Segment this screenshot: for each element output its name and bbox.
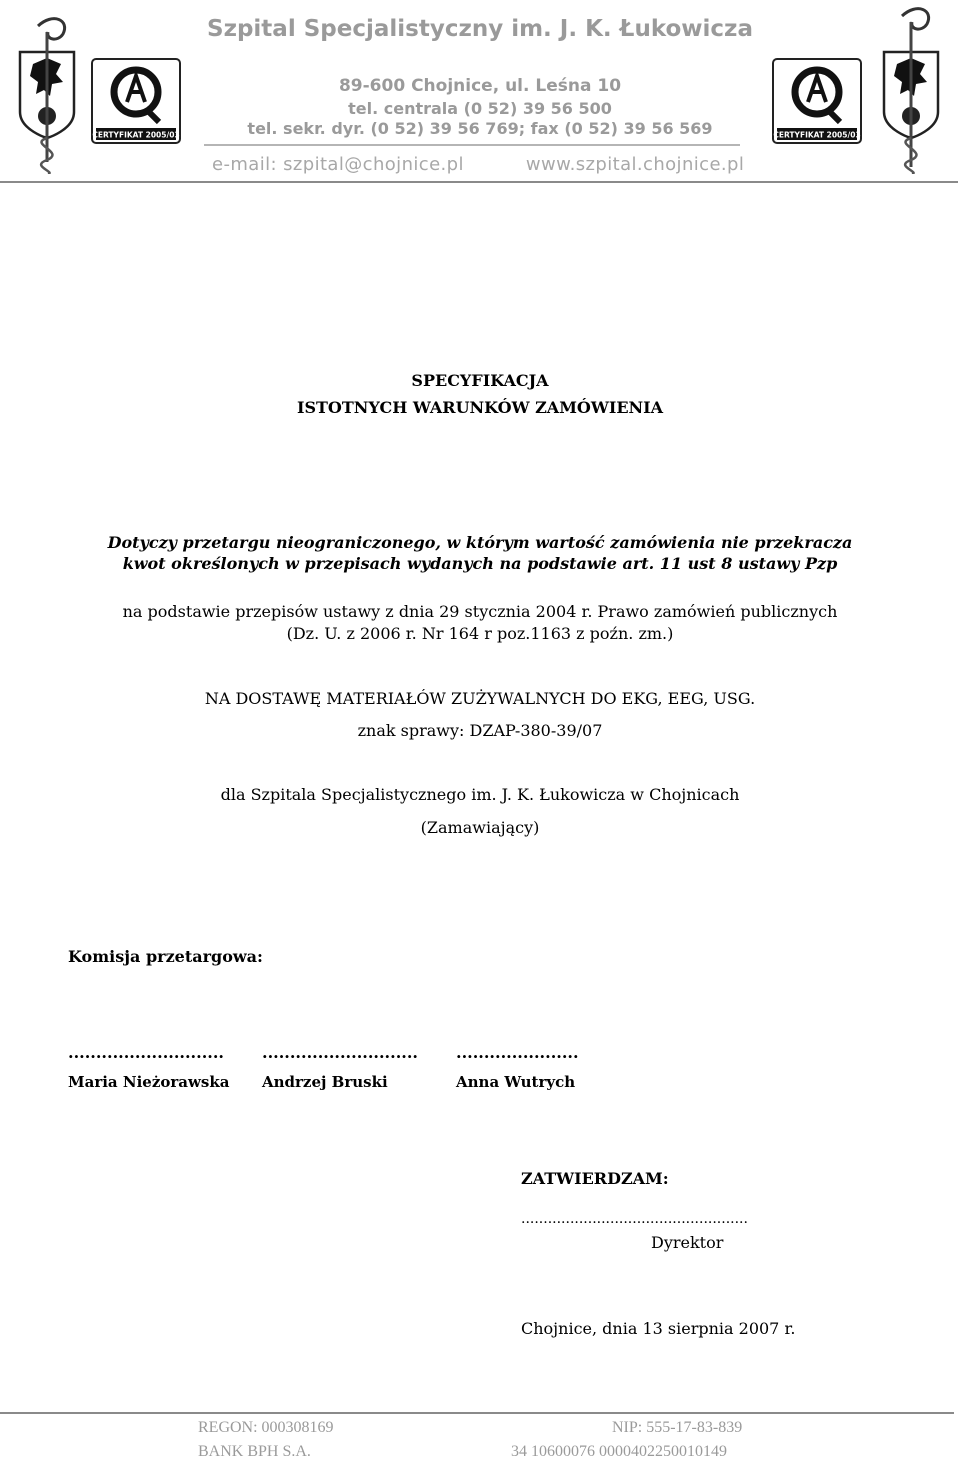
- doc-title-line2: ISTOTNYCH WARUNKÓW ZAMÓWIENIA: [296, 398, 664, 417]
- quality-certificate-q-icon: [772, 58, 862, 144]
- footer-regon: REGON: 000308169: [198, 1419, 334, 1436]
- footer-bank: BANK BPH S.A.: [198, 1443, 311, 1460]
- legal-basis-paragraph: [0, 601, 960, 645]
- phone-director: tel. sekr. dyr. (0 52) 39 56 769; fax (0 52) 39 56 569: [247, 119, 713, 138]
- header-rule: [0, 181, 958, 183]
- hospital-name: Szpital Specjalistyczny im. J. K. Łukowicza: [207, 16, 753, 42]
- caduceus-griffin-emblem-icon: [8, 12, 86, 174]
- orderer-label: (Zamawiający): [420, 818, 540, 837]
- committee-member-name: Maria Nieżorawska: [68, 1073, 230, 1091]
- director-role: Dyrektor: [651, 1233, 724, 1252]
- place-and-date: Chojnice, dnia 13 sierpnia 2007 r.: [521, 1319, 796, 1338]
- case-number: znak sprawy: DZAP-380-39/07: [357, 721, 603, 740]
- committee-member-name: Anna Wutrych: [456, 1073, 576, 1091]
- for-whom: dla Szpitala Specjalistycznego im. J. K. Łukowicza w Chojnicach: [220, 785, 740, 804]
- tender-scope-line2: kwot określonych w przepisach wydanych na podstawie art. 11 ust 8 ustawy Pzp: [122, 554, 838, 573]
- caduceus-griffin-emblem-icon: [872, 2, 950, 174]
- email-link[interactable]: e-mail: szpital@chojnice.pl: [212, 154, 464, 175]
- signature-line: ......................: [456, 1043, 579, 1062]
- footer-rule: [0, 1412, 954, 1414]
- legal-basis-line2: (Dz. U. z 2006 r. Nr 164 r poz.1163 z poźn. zm.): [286, 624, 674, 643]
- legal-basis-line1: na podstawie przepisów ustawy z dnia 29 stycznia 2004 r. Prawo zamówień publicznych: [122, 602, 838, 621]
- website-link[interactable]: www.szpital.chojnice.pl: [525, 154, 745, 175]
- quality-certificate-q-icon: [91, 58, 181, 144]
- committee-label: Komisja przetargowa:: [68, 947, 263, 966]
- committee-member-name: Andrzej Bruski: [262, 1073, 388, 1091]
- certificate-label: CERTYFIKAT 2005/03: [92, 130, 180, 140]
- tender-scope-line1: Dotyczy przetargu nieograniczonego, w którym wartość zamówienia nie przekracza: [107, 533, 853, 552]
- footer-account: 34 10600076 0000402250010149: [511, 1443, 727, 1460]
- certificate-label: CERTYFIKAT 2005/03: [773, 130, 861, 140]
- approval-label: ZATWIERDZAM:: [521, 1169, 669, 1188]
- footer-nip: NIP: 555-17-83-839: [612, 1419, 743, 1436]
- hospital-address: 89-600 Chojnice, ul. Leśna 10: [338, 76, 622, 96]
- phone-main: tel. centrala (0 52) 39 56 500: [348, 99, 612, 118]
- director-signature-line: ...................................................: [521, 1211, 748, 1227]
- header-divider: [204, 144, 740, 146]
- tender-scope-paragraph: [0, 532, 960, 574]
- signature-line: ............................: [68, 1043, 224, 1062]
- order-subject: NA DOSTAWĘ MATERIAŁÓW ZUŻYWALNYCH DO EKG, EEG, USG.: [204, 689, 756, 708]
- header-contact: [212, 154, 744, 175]
- doc-title-line1: SPECYFIKACJA: [411, 371, 549, 390]
- signature-line: ............................: [262, 1043, 418, 1062]
